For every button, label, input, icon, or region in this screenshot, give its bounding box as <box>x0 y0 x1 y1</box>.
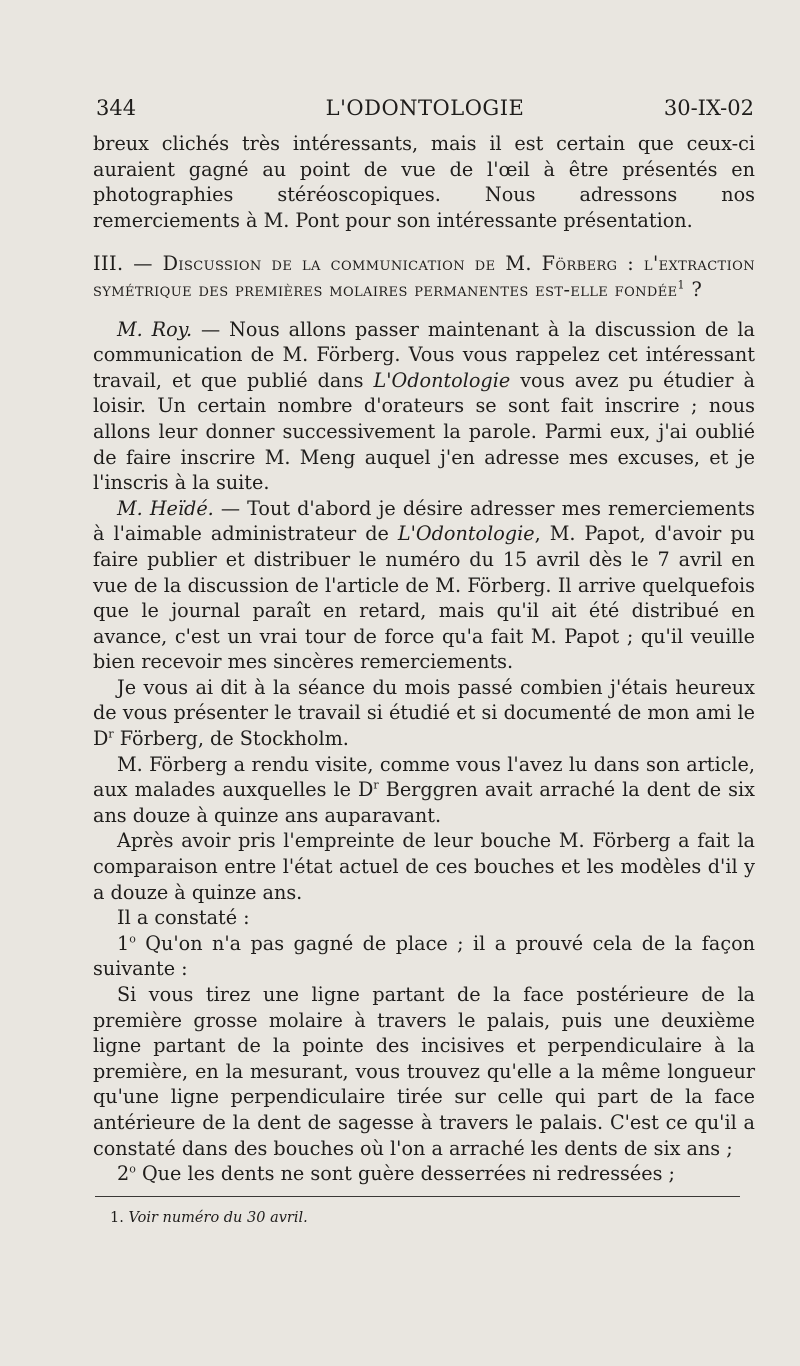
paragraph: Après avoir pris l'empreinte de leur bouche M. Förberg a fait la comparaison entre l'état actuel de ces bouches et les modèles d'il y a douze à quinze ans. <box>93 829 755 904</box>
paragraph-roy <box>93 317 755 496</box>
section-heading-text: III. — Discussion de la communication de M. Förberg : l'extraction symétrique des premières molaires permanentes est-elle fondée <box>93 252 755 301</box>
journal-title: L'Odontologie <box>397 522 535 546</box>
paragraph <box>93 931 755 982</box>
superscript: o <box>129 932 136 946</box>
speaker-name: M. Roy. <box>117 317 193 341</box>
superscript: r <box>108 727 114 741</box>
section-heading-tail: ? <box>684 277 703 301</box>
superscript: o <box>129 1162 136 1176</box>
text-run: Förberg, de Stockholm. <box>113 727 349 751</box>
paragraph-heide <box>93 496 755 675</box>
paragraph: breux clichés très intéressants, mais il est certain que ceux-ci auraient gagné au point de vue de l'œil à être présentés en photographies stéréoscopiques. Nous adressons nos remerciements à M. Pont pour son intéressante présentation. <box>93 132 755 232</box>
text-run: M. Förberg a rendu visite, comme vous l'avez lu dans son article, aux malades auxquelles le D <box>93 752 755 802</box>
footnote-text: Voir numéro du 30 avril. <box>128 1210 308 1226</box>
running-title: L'ODONTOLOGIE <box>325 96 525 120</box>
page-header <box>96 96 754 126</box>
footnote-marker: 1 <box>677 278 685 292</box>
text-run: Qu'on n'a pas gagné de place ; il a prouvé cela de la façon suivante : <box>93 931 755 981</box>
text-run: — Nous allons passer maintenant à la discussion de la communication de M. Förberg. Vous vous rappelez cet intéressant travail, et que publié dans <box>93 317 755 392</box>
paragraph: Si vous tirez une ligne partant de la face postérieure de la première grosse molaire à travers le palais, puis une deuxième ligne partant de la pointe des incisives et perpendiculaire à la première, en la mesurant, vous trouvez qu'elle a la même longueur qu'une ligne perpendiculaire tirée sur celle qui part de la face antérieure de la dent de sagesse à travers le palais. C'est ce qu'il a constaté dans des bouches où l'on a arraché les dents de six ans ; <box>93 983 755 1160</box>
paragraph: Il a constaté : <box>117 906 250 930</box>
text-run: — Tout d'abord je désire adresser mes remerciements à l'aimable administrateur de <box>93 496 755 546</box>
speaker-name: M. Heïdé. <box>117 496 214 520</box>
footnote-rule <box>95 1196 740 1197</box>
superscript: r <box>373 778 379 792</box>
paragraph <box>93 752 755 829</box>
text-run: , M. Papot, d'avoir pu faire publier et distribuer le numéro du 15 avril dès le 7 avril en vue de la discussion de l'article de M. Förberg. Il arrive quelquefois que le journal paraît en retard, mais qu'il ait été distribué en avance, c'est un vrai tour de force qu'a fait M. Papot ; qu'il veuille bien recevoir mes sincères remerciements. <box>93 522 755 674</box>
list-number: 1 <box>117 931 130 955</box>
journal-title: L'Odontologie <box>373 368 511 392</box>
paragraph <box>93 675 755 752</box>
body-text <box>93 131 755 1187</box>
page-number: 344 <box>96 96 137 120</box>
text-run: Berggren avait arraché la dent de six ans douze à quinze ans auparavant. <box>93 778 755 827</box>
footnote-number: 1. <box>110 1210 124 1226</box>
section-heading <box>93 251 755 302</box>
footnote <box>110 1210 308 1226</box>
list-number: 2 <box>117 1162 130 1186</box>
text-run: Que les dents ne sont guère desserrées ni redressées ; <box>135 1162 676 1186</box>
text-run: vous avez pu étudier à loisir. Un certain nombre d'orateurs se sont fait inscrire ; nous allons leur donner successivement la parole. Parmi eux, j'ai oublié de faire inscrire M. Meng auquel j'en adresse mes excuses, et je l'inscris à la suite. <box>93 368 755 495</box>
paragraph <box>93 1161 755 1187</box>
issue-date: 30-IX-02 <box>663 96 754 120</box>
text-run: Je vous ai dit à la séance du mois passé combien j'étais heureux de vous présenter le travail si étudié et si documenté de mon ami le D <box>93 675 755 751</box>
